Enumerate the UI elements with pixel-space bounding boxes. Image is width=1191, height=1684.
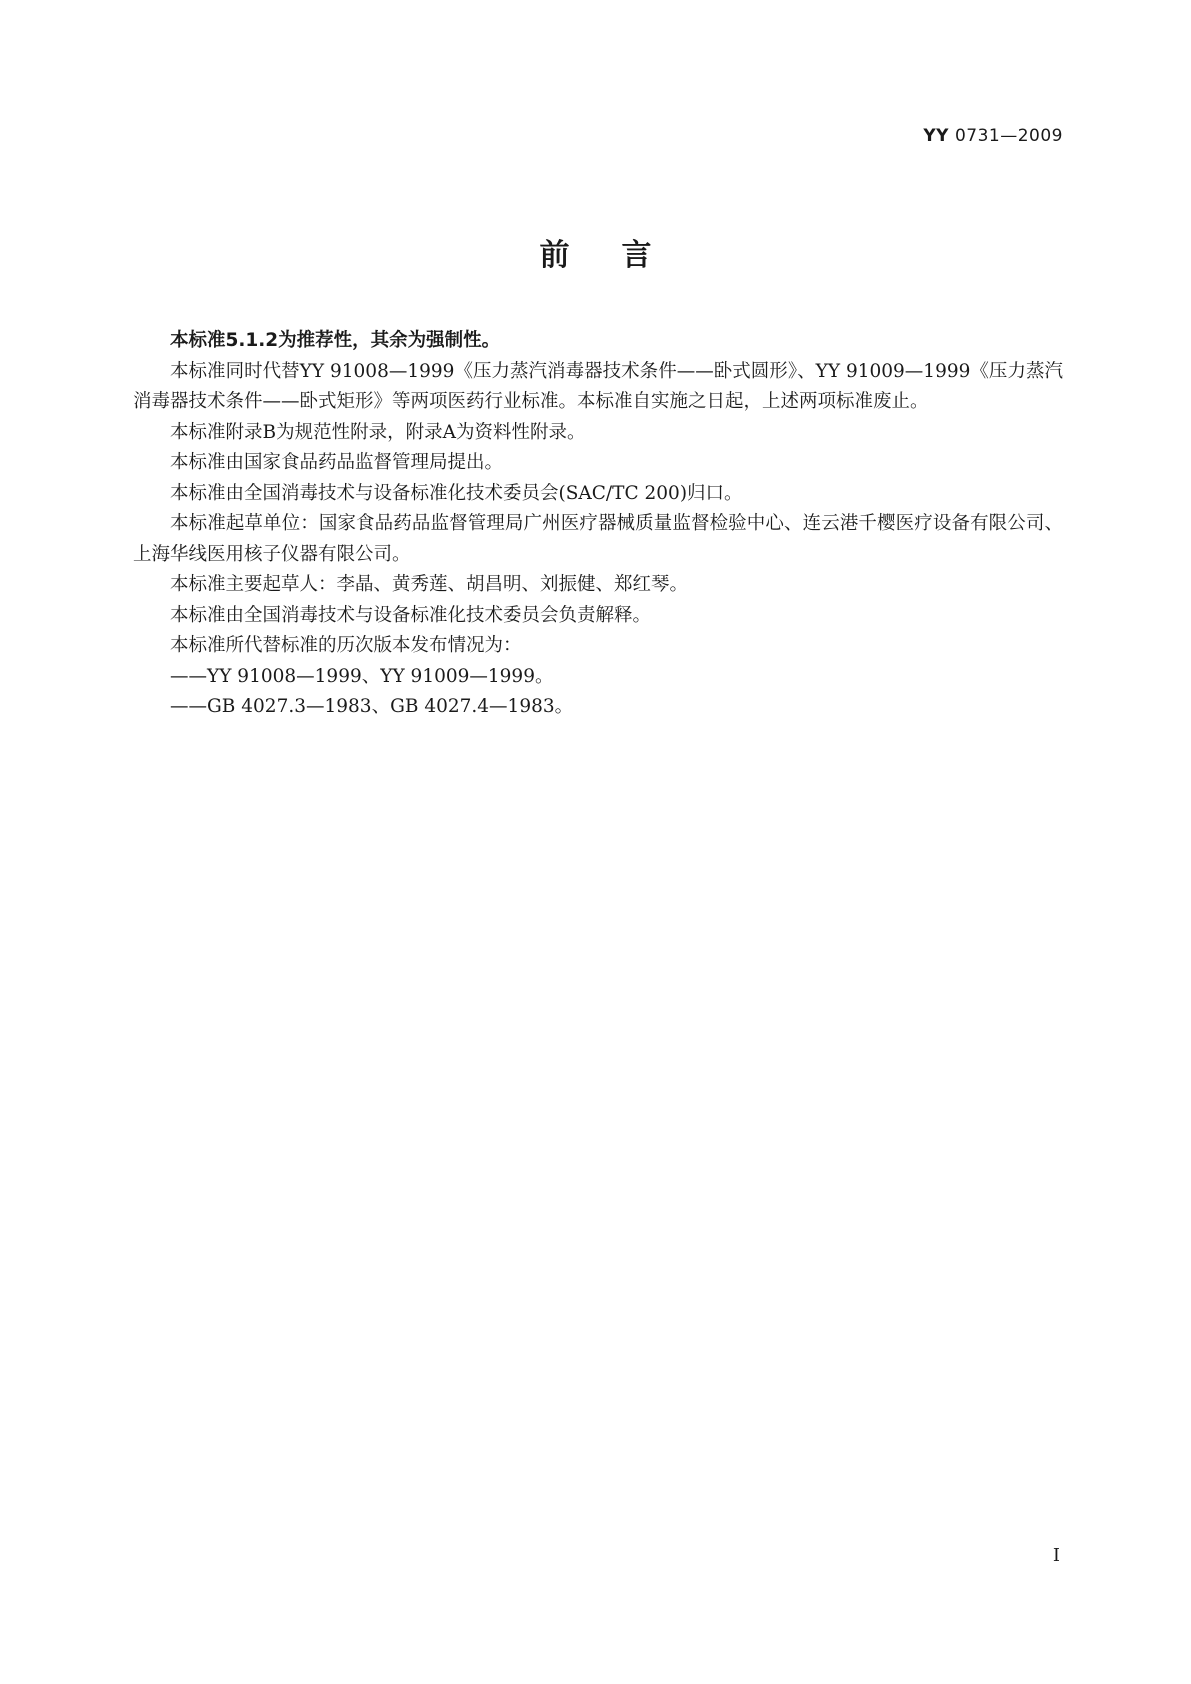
foreword-body	[133, 326, 1063, 723]
paragraph-annex: 本标准附录B为规范性附录，附录A为资料性附录。	[170, 421, 586, 443]
paragraph-drafters: 本标准主要起草人：李晶、黄秀莲、胡昌明、刘振健、郑红琴。	[170, 574, 689, 595]
paragraph-centralized: 本标准由全国消毒技术与设备标准化技术委员会(SAC/TC 200)归口。	[170, 482, 743, 504]
paragraph-proposer: 本标准由国家食品药品监督管理局提出。	[170, 452, 504, 473]
history-item: ——GB 4027.3—1983、GB 4027.4—1983。	[170, 696, 574, 717]
paragraph-recommendation: 本标准5.1.2为推荐性，其余为强制性。	[170, 330, 501, 351]
paragraph-history-intro: 本标准所代替标准的历次版本发布情况为：	[170, 635, 522, 656]
paragraph-interpretation: 本标准由全国消毒技术与设备标准化技术委员会负责解释。	[170, 604, 652, 626]
history-item: ——YY 91008—1999、YY 91009—1999。	[170, 665, 554, 687]
page-title: 前言	[539, 238, 704, 273]
standard-code: 0731—2009	[954, 126, 1063, 146]
paragraph-replacement: 本标准同时代替YY 91008—1999《压力蒸汽消毒器技术条件——卧式圆形》、YY 91009—1999《压力蒸汽消毒器技术条件——卧式矩形》等两项医药行业标准。本标准自实施之日起，上述两项标准废止。	[133, 360, 1063, 412]
paragraph-drafting-units: 本标准起草单位：国家食品药品监督管理局广州医疗器械质量监督检验中心、连云港千樱医疗设备有限公司、上海华线医用核子仪器有限公司。	[133, 513, 1063, 565]
standard-prefix: YY	[923, 126, 949, 146]
standard-number	[923, 126, 1063, 146]
page-number: I	[1052, 1545, 1060, 1566]
